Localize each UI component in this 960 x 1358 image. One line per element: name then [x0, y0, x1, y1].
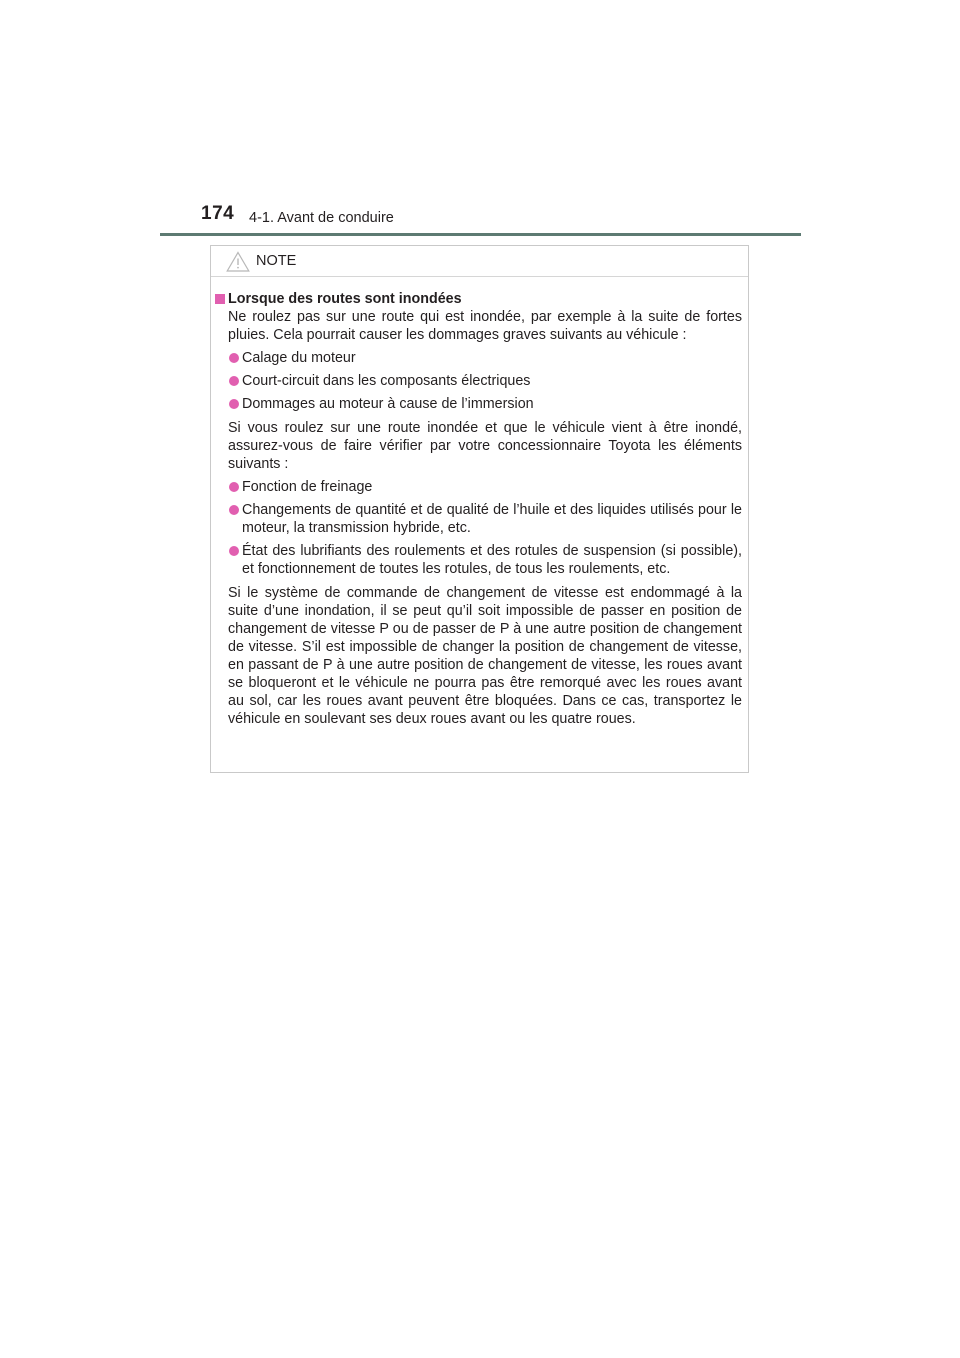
circle-bullet-icon [229, 399, 239, 409]
section-title: 4-1. Avant de conduire [249, 210, 394, 226]
note-body [215, 290, 742, 728]
list-item [215, 478, 742, 496]
circle-bullet-icon [229, 376, 239, 386]
note-heading [215, 290, 742, 308]
list-item [215, 349, 742, 367]
damage-item-1: Calage du moteur [242, 350, 356, 366]
header-rule [160, 233, 801, 236]
closing-paragraph: Si le système de commande de changement de vitesse est endommagé à la suite d’une inondation, il se peut qu’il soit impossible de passer en position de changement de vitesse P ou de passer de P à une autre position de changement de vitesse. S’il est impossible de changer la position de changement de vitesse, en passant de P à une autre position de changement de vitesse, les roues avant se bloqueront et le véhicule ne pourra pas être remorqué avec les roues avant au sol, car les roues avant peuvent être bloquées. Dans ce cas, transportez le véhicule en soulevant ses deux roues avant ou les quatre roues. [228, 585, 742, 727]
circle-bullet-icon [229, 546, 239, 556]
circle-bullet-icon [229, 505, 239, 515]
check-item-3: État des lubrifiants des roulements et des rotules de suspension (si possible), et fonctionnement de toutes les rotules, de tous les roulements, etc. [242, 543, 742, 577]
page-number: 174 [201, 203, 235, 224]
check-intro-paragraph: Si vous roulez sur une route inondée et que le véhicule vient à être inondé, assurez-vous de faire vérifier par votre concessionnaire Toyota les éléments suivants : [228, 420, 742, 472]
list-item [215, 372, 742, 390]
damage-item-3: Dommages au moteur à cause de l’immersion [242, 396, 534, 412]
damage-item-2: Court-circuit dans les composants électriques [242, 373, 531, 389]
intro-paragraph: Ne roulez pas sur une route qui est inondée, par exemple à la suite de fortes pluies. Cela pourrait causer les dommages graves suivants au véhicule : [228, 309, 742, 343]
note-heading-text: Lorsque des routes sont inondées [228, 291, 462, 307]
note-box [210, 245, 749, 773]
check-item-2: Changements de quantité et de qualité de l’huile et des liquides utilisés pour le moteur, la transmission hybride, etc. [242, 502, 742, 536]
square-bullet-icon [215, 294, 225, 304]
list-item [215, 501, 742, 537]
note-header [211, 246, 748, 277]
warning-triangle-icon [226, 251, 250, 272]
list-item [215, 395, 742, 413]
check-item-1: Fonction de freinage [242, 479, 373, 495]
list-item [215, 542, 742, 578]
circle-bullet-icon [229, 353, 239, 363]
circle-bullet-icon [229, 482, 239, 492]
note-label: NOTE [256, 253, 297, 269]
